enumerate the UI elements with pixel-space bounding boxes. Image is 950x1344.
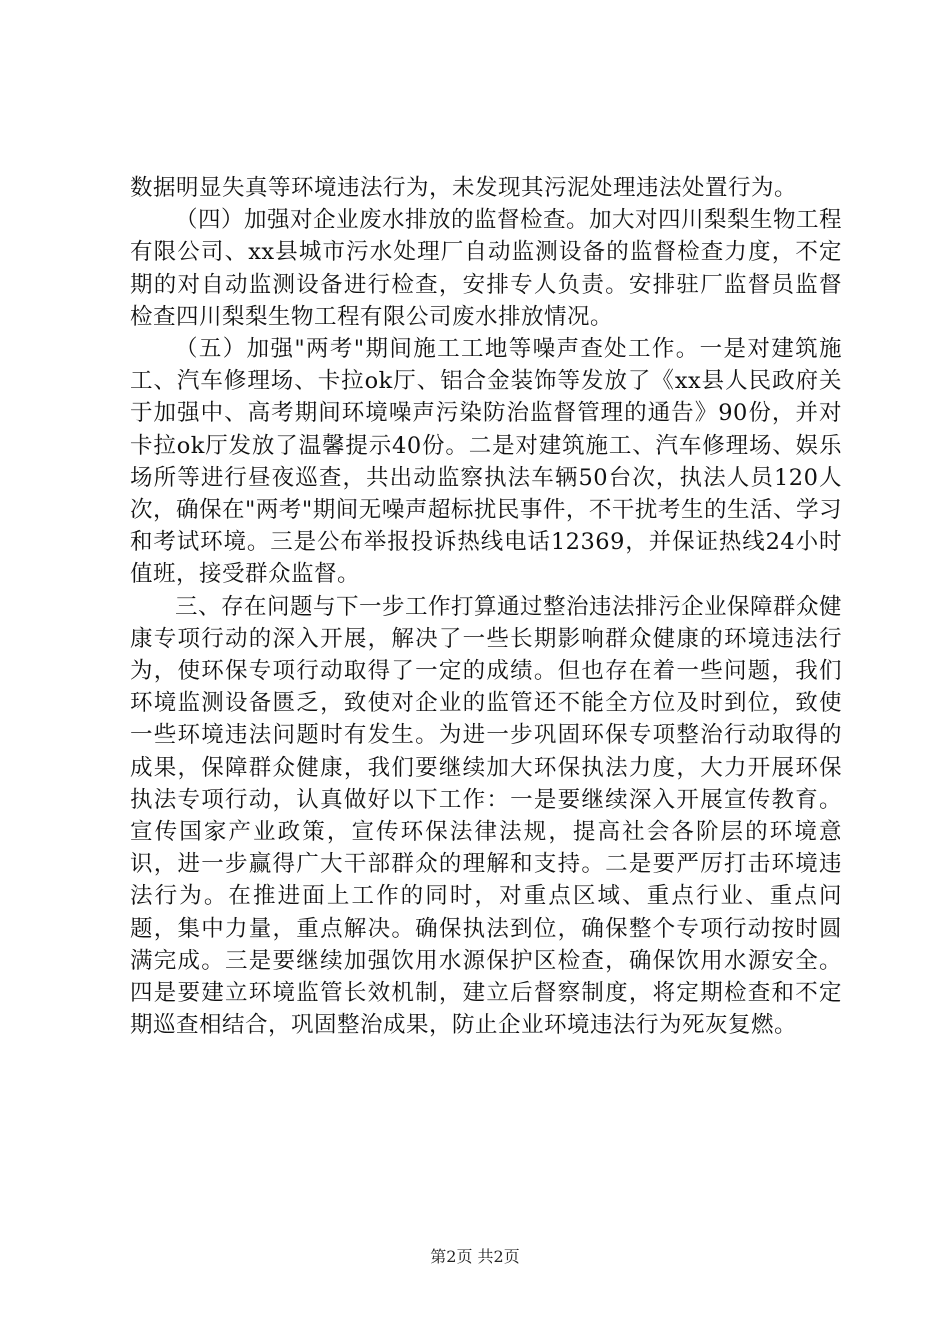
page-number: 第2页 共2页 [430, 1247, 520, 1266]
paragraph-continuation: 数据明显失真等环境违法行为，未发现其污泥处理违法处置行为。 [130, 175, 798, 201]
paragraph-problems-and-plans: 三、存在问题与下一步工作打算通过整治违法排污企业保障群众健康专项行动的深入开展，解决了一些长期影响群众健康的环境违法行为，使环保专项行动取得了一定的成绩。但也存在着一些问题，我们环境监测设备匮乏，致使对企业的监管还不能全方位及时到位，致使一些环境违法问题时有发生。为进一步巩固环保专项整治行动取得的成果，保障群众健康，我们要继续加大环保执法力度，大力开展环保执法专项行动，认真做好以下工作：一是要继续深入开展宣传教育。宣传国家产业政策，宣传环保法律法规，提高社会各阶层的环境意识，进一步赢得广大干部群众的理解和支持。二是要严厉打击环境违法行为。在推进面上工作的同时，对重点区域、重点行业、重点问题，集中力量，重点解决。确保执法到位，确保整个专项行动按时圆满完成。三是要继续加强饮用水源保护区检查，确保饮用水源安全。四是要建立环境监管长效机制，建立后督察制度，将定期检查和不定期巡查相结合，巩固整治成果，防止企业环境违法行为死灰复燃。 [130, 593, 843, 1039]
paragraph-section-five: （五）加强"两考"期间施工工地等噪声查处工作。一是对建筑施工、汽车修理场、卡拉ok厅、铝合金装饰等发放了《xx县人民政府关于加强中、高考期间环境噪声污染防治监督管理的通告》90份，并对卡拉ok厅发放了温馨提示40份。二是对建筑施工、汽车修理场、娱乐场所等进行昼夜巡查，共出动监察执法车辆50台次，执法人员120人次，确保在"两考"期间无噪声超标扰民事件，不干扰考生的生活、学习和考试环境。三是公布举报投诉热线电话12369，并保证热线24小时值班，接受群众监督。 [130, 336, 842, 588]
document-body [130, 172, 842, 1041]
page-footer [0, 1247, 950, 1267]
paragraph-section-four: （四）加强对企业废水排放的监督检查。加大对四川梨梨生物工程有限公司、xx县城市污水处理厂自动监测设备的监督检查力度，不定期的对自动监测设备进行检查，安排专人负责。安排驻厂监督员监督检查四川梨梨生物工程有限公司废水排放情况。 [130, 207, 843, 330]
